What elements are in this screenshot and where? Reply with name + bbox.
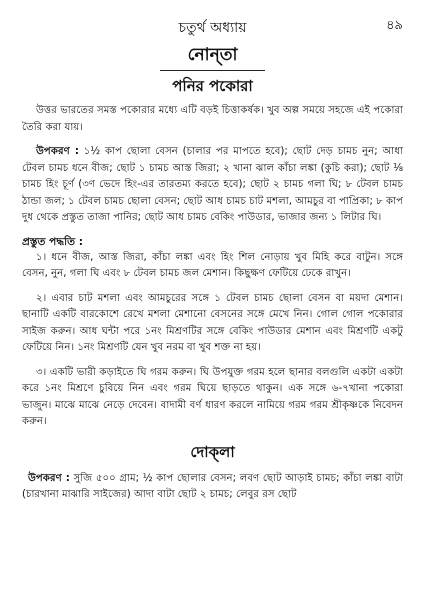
- recipe-title-dhokla: দোক্‌লা: [190, 442, 235, 461]
- method-step-3: ৩। একটি ভারী কড়াইতে ঘি গরম করুন। ঘি উপযুক্ত গরম হলে ছানার বলগুলি একটা একটা করে ১নং মিশ্রণে চুবিয়ে নিন এবং গরম ঘিয়ে ছাড়তে থাকুন। এক সঙ্গে ৬-৭খানা পকোরা ভাজুন। মাঝে মাঝে নেড়ে দেবেন। বাদামী বর্ণ ধারণ করলে নামিয়ে গরম গরম শ্রীকৃষ্ণকে নিবেদন করুন।: [22, 366, 403, 427]
- page-number: ৪৯: [386, 18, 403, 33]
- section-title-underline: [160, 70, 265, 71]
- ingredients-paragraph: [22, 144, 403, 227]
- recipe-intro: উত্তর ভারতের সমস্ত পকোরার মধ্যে এটি বড়ই চিত্তাকর্ষক। খুব অল্প সময়ে সহজে এই পকোরা তৈরি করা যায়।: [22, 105, 403, 133]
- dhokla-ingredients-paragraph: [22, 471, 403, 504]
- ingredients-label: উপকরণ :: [36, 146, 79, 157]
- ingredients-text: ১½ কাপ ছোলা বেসন (চালার পর মাপতে হবে); ছোট দেড় চামচ নুন; আধা টেবল চামচ ধনে বীজ; ছোট ১ চামচ আস্ত জিরা; ২ খানা ঝাল কাঁচা লঙ্কা (কুচি করা); ছোট ⅛ চামচ হিং চূর্ণ (৩ণ ভেদে হিং-এর তারতম্য করতে হবে); ছোট ২ চামচ গলা ঘি; ৮ টেবল চামচ ঠান্ডা জল; ১ টেবল চামচ ছোলা বেসন; ছোট আধ চামচ চাট মশলা, আমচুর বা পাপ্রিকা; ৮ কাপ দুধ থেকে প্রস্তুত তাজা পানির; ছোট আধ চামচ বেকিং পাউডার, ভাজার জন্য ১ লিটার ঘি।: [22, 146, 403, 223]
- dhokla-ingredients-text: সুজি ৫০০ গ্রাম; ½ কাপ ছোলার বেসন; লবণ ছোট আড়াই চামচ; কাঁচা লঙ্কা বাটা (চারখানা মাঝারি সাইজের) আদা বাটা ছোট ২ চামচ; লেবুর রস ছোট: [22, 472, 403, 500]
- page-header: [22, 14, 403, 38]
- section-title: নোন্‌তা: [187, 45, 238, 65]
- method-step-2: ২। এবার চাট মশলা এবং আমচুরের সঙ্গে ১ টেবল চামচ ছোলা বেসন বা ময়দা মেশান। ছানাটি একটি বারকোশে রেখে মশলা মেশানো বেসনের সঙ্গে মেখে নিন। গোল গোল পকোরার সাইজ করুন। আধ ঘন্টা পরে ১নং মিশ্রণটির সঙ্গে বেকিং পাউডার মেশান এবং মিশ্রণটি একটু ফেটিয়ে নিন। ১নং মিশ্রণটি যেন খুব নরম বা খুব শক্ত না হয়।: [22, 292, 403, 353]
- recipe-title-paneer-pakora: পনির পকোরা: [172, 77, 253, 95]
- chapter-heading: চতুর্থ অধ্যায়: [178, 20, 247, 36]
- method-step-1: ১। ধনে বীজ, আস্ত জিরা, কাঁচা লঙ্কা এবং হিং শিল নোড়ায় খুব মিহি করে বাটুন। সঙ্গে বেসন, নুন, গলা ঘি এবং ৮ টেবল চামচ জল মেশান। কিছুক্ষণ ফেটিয়ে ঢেকে রাখুন।: [22, 251, 403, 279]
- dhokla-ingredients-label: উপকরণ :: [28, 472, 70, 484]
- method-heading: প্রস্তুত পদ্ধতি :: [22, 235, 84, 248]
